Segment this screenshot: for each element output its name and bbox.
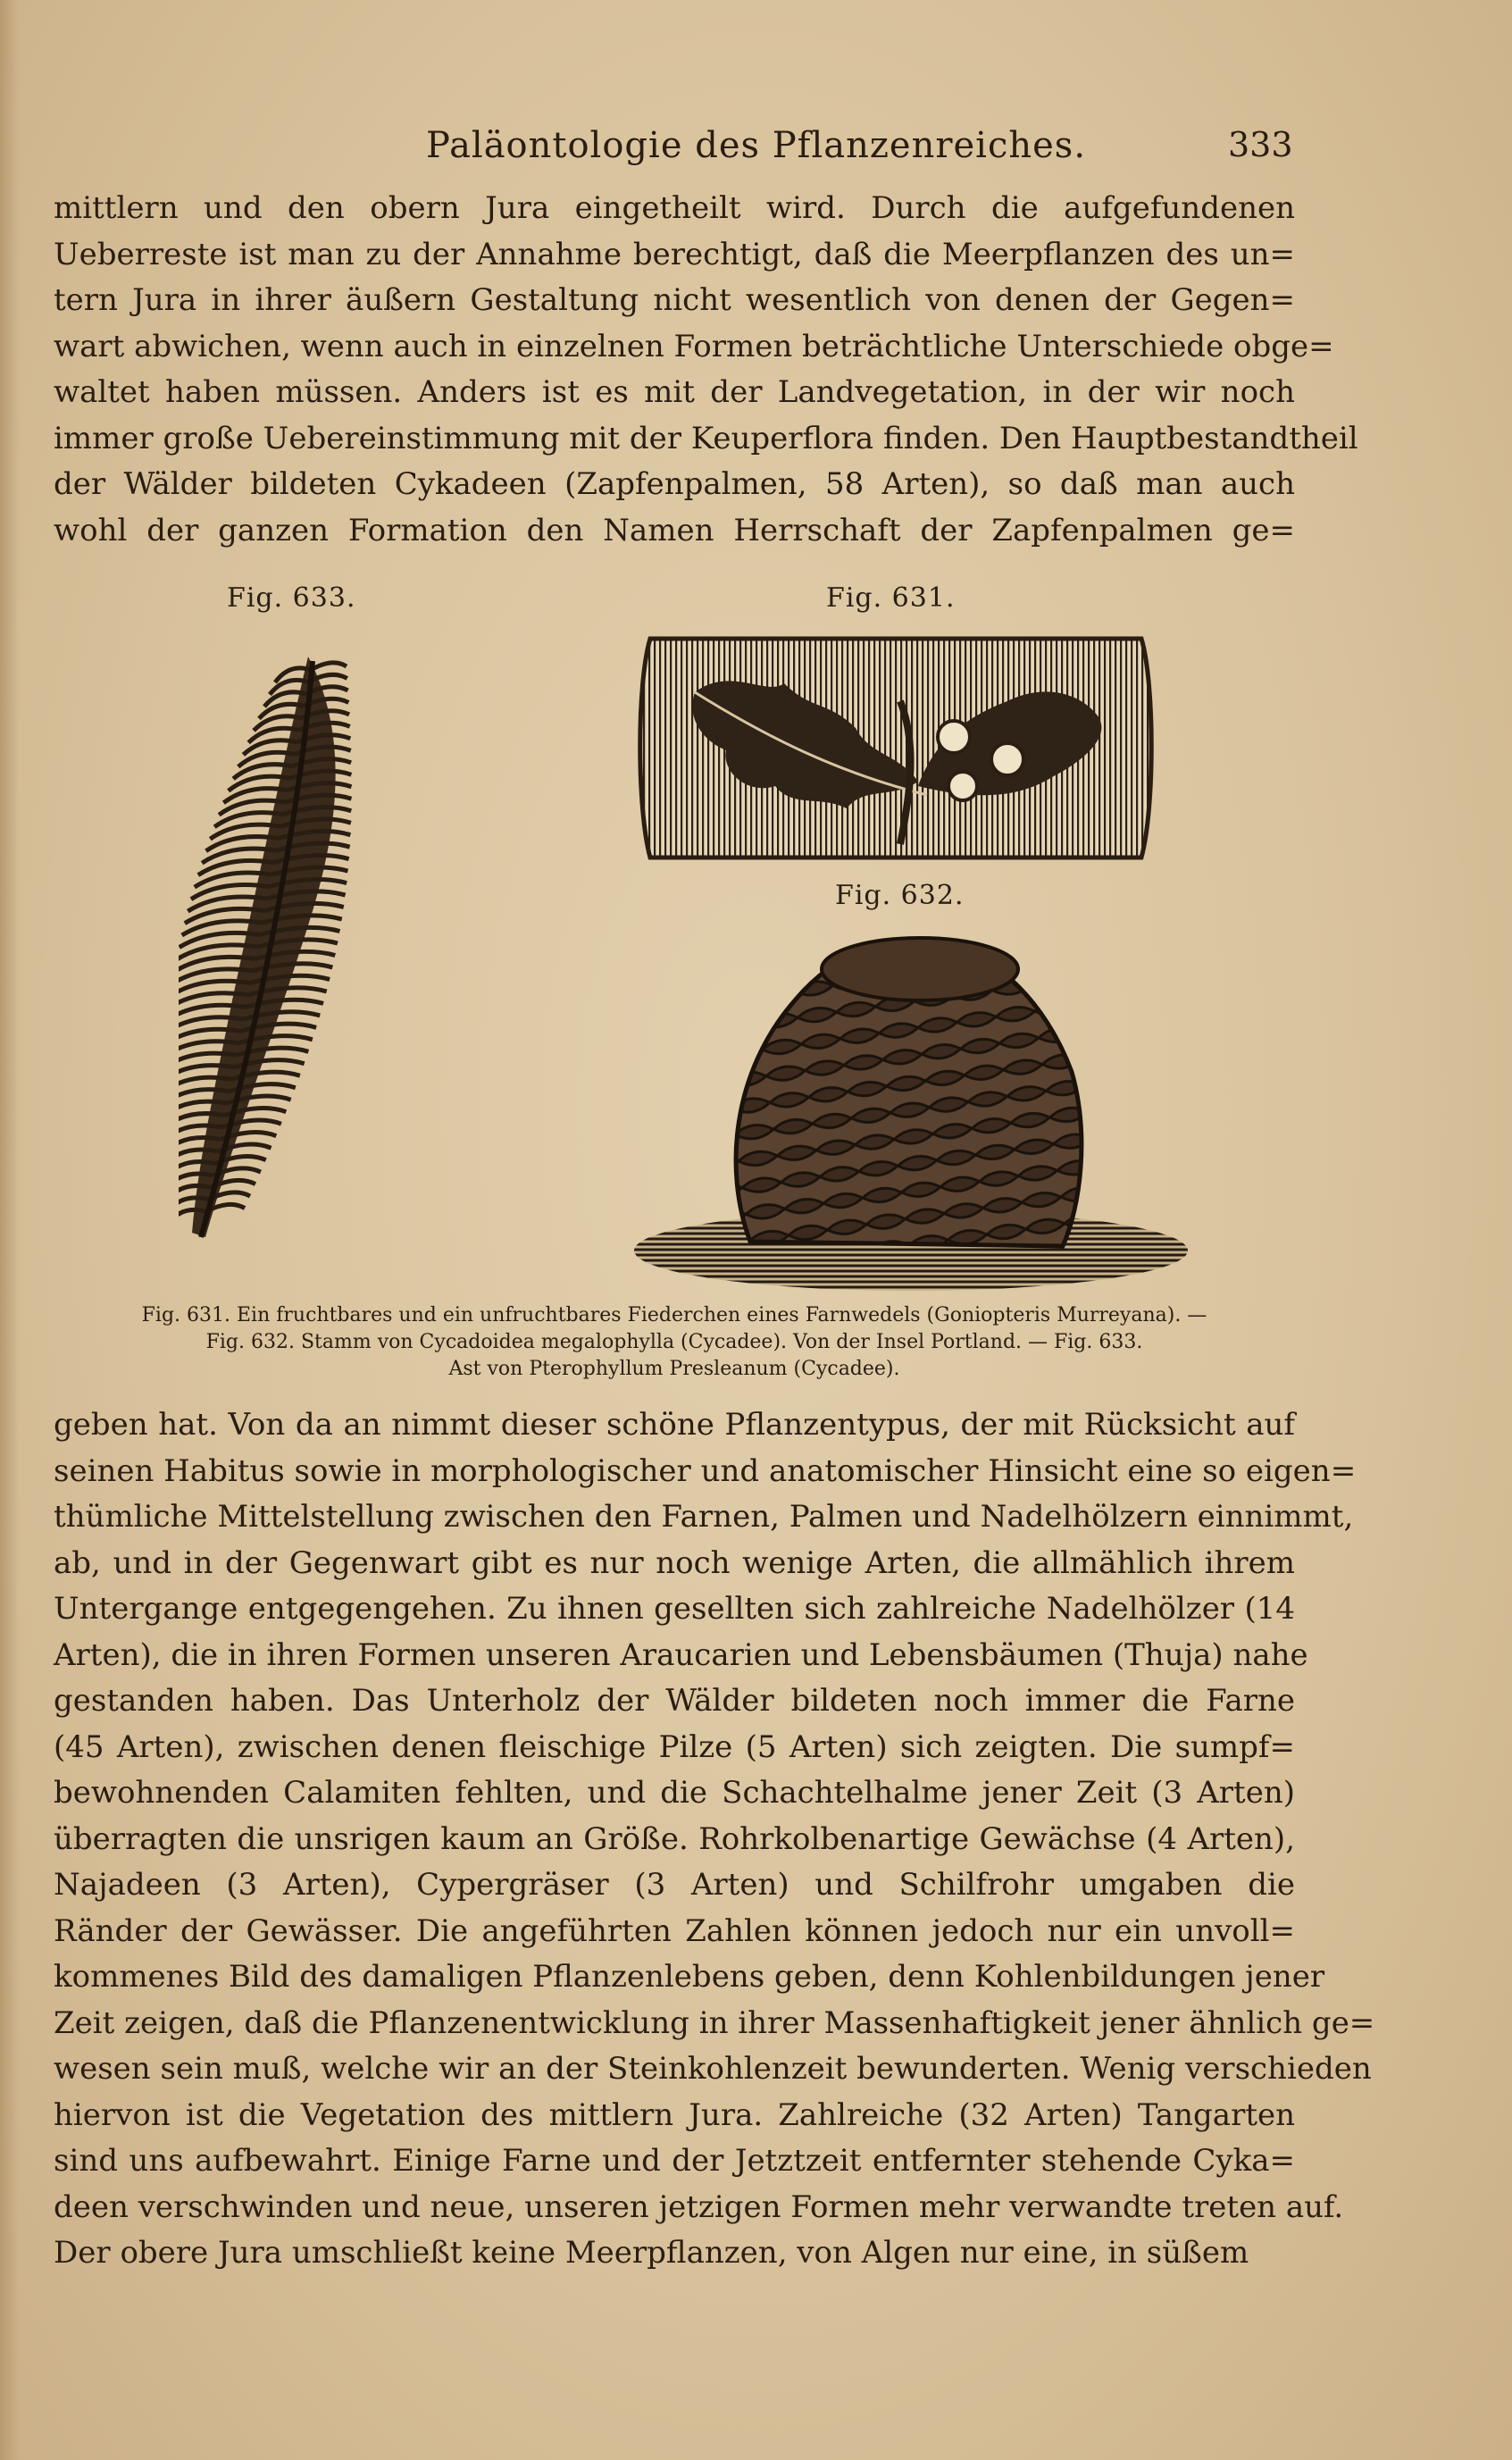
figure-caption bbox=[54, 1302, 1295, 1383]
caption-line: Fig. 631. Ein fruchtbares und ein unfruchtbares Fiederchen eines Farnwedels (Goniopteris Murreyana). — bbox=[141, 1304, 1207, 1326]
text-line: wart abwichen, wenn auch in einzelnen Formen beträchtliche Unterschiede obge= bbox=[54, 328, 1334, 364]
page-spine-shadow bbox=[0, 0, 20, 2460]
fern-frond-icon bbox=[179, 643, 420, 1251]
text-line: wesen sein muß, welche wir an der Steinkohlenzeit bewunderten. Wenig verschieden bbox=[54, 2051, 1372, 2087]
text-line: überragten die unsrigen kaum an Größe. Rohrkolbenartige Gewächse (4 Arten), bbox=[54, 1820, 1295, 1857]
cycad-trunk-icon bbox=[625, 920, 1188, 1295]
text-line: Ränder der Gewässer. Die angeführten Zahlen können jedoch nur ein unvoll= bbox=[54, 1912, 1295, 1949]
text-line: (45 Arten), zwischen denen fleischige Pilze (5 Arten) sich zeigten. Die sumpf= bbox=[54, 1728, 1295, 1765]
text-line: Najadeen (3 Arten), Cypergräser (3 Arten) und Schilfrohr umgaben die bbox=[54, 1867, 1295, 1903]
fig-632-label: Fig. 632. bbox=[835, 880, 965, 911]
fig-633-label: Fig. 633. bbox=[227, 582, 356, 614]
text-line: ab, und in der Gegenwart gibt es nur noch wenige Arten, die allmählich ihrem bbox=[54, 1544, 1295, 1581]
paragraph-bottom bbox=[54, 1402, 1375, 2277]
text-line: Zeit zeigen, daß die Pflanzenentwicklung in ihrer Massenhaftigkeit jener ähnlich ge= bbox=[54, 2004, 1375, 2041]
text-line: sind uns aufbewahrt. Einige Farne und der Jetztzeit entfernter stehende Cyka= bbox=[54, 2143, 1295, 2179]
text-line: bewohnenden Calamiten fehlten, und die Schachtelhalme jener Zeit (3 Arten) bbox=[54, 1775, 1295, 1811]
caption-line: Ast von Pterophyllum Presleanum (Cycadee). bbox=[448, 1358, 900, 1380]
text-line: thümliche Mittelstellung zwischen den Farnen, Palmen und Nadelhölzern einnimmt, bbox=[54, 1499, 1354, 1535]
fern-leaf-fossil-icon bbox=[632, 630, 1159, 866]
text-line: geben hat. Von da an nimmt dieser schöne Pflanzentypus, der mit Rücksicht auf bbox=[54, 1407, 1295, 1443]
text-line: immer große Uebereinstimmung mit der Keuperflora finden. Den Hauptbestandtheil bbox=[54, 420, 1358, 456]
text-line: der Wälder bildeten Cykadeen (Zapfenpalmen, 58 Arten), so daß man auch bbox=[54, 466, 1295, 502]
page-number: 333 bbox=[1228, 125, 1293, 164]
text-line: waltet haben müssen. Anders ist es mit der Landvegetation, in der wir noch bbox=[54, 374, 1295, 410]
text-line: gestanden haben. Das Unterholz der Wälder bildeten noch immer die Farne bbox=[54, 1683, 1295, 1719]
text-line: Arten), die in ihren Formen unseren Araucarien und Lebensbäumen (Thuja) nahe bbox=[54, 1636, 1308, 1673]
fig-631-label: Fig. 631. bbox=[826, 582, 956, 614]
text-line: wohl der ganzen Formation den Namen Herrschaft der Zapfenpalmen ge= bbox=[54, 512, 1295, 548]
paragraph-top bbox=[54, 186, 1358, 554]
caption-line: Fig. 632. Stamm von Cycadoidea megalophylla (Cycadee). Von der Insel Portland. — Fig. 633. bbox=[205, 1331, 1143, 1353]
text-line: mittlern und den obern Jura eingetheilt wird. Durch die aufgefundenen bbox=[54, 190, 1295, 226]
running-header: Paläontologie des Pflanzenreiches. bbox=[425, 125, 1087, 166]
text-line: Der obere Jura umschließt keine Meerpflanzen, von Algen nur eine, in süßem bbox=[54, 2235, 1249, 2271]
text-line: tern Jura in ihrer äußern Gestaltung nicht wesentlich von denen der Gegen= bbox=[54, 282, 1295, 318]
text-line: deen verschwinden und neue, unseren jetzigen Formen mehr verwandte treten auf. bbox=[54, 2188, 1344, 2225]
text-line: kommenes Bild des damaligen Pflanzenlebens geben, denn Kohlenbildungen jener bbox=[54, 1959, 1325, 1995]
text-line: seinen Habitus sowie in morphologischer und anatomischer Hinsicht eine so eigen= bbox=[54, 1452, 1357, 1489]
text-line: Untergange entgegengehen. Zu ihnen gesellten sich zahlreiche Nadelhölzer (14 bbox=[54, 1591, 1295, 1627]
text-line: Ueberreste ist man zu der Annahme berechtigt, daß die Meerpflanzen des un= bbox=[54, 236, 1295, 272]
text-line: hiervon ist die Vegetation des mittlern Jura. Zahlreiche (32 Arten) Tangarten bbox=[54, 2096, 1295, 2133]
